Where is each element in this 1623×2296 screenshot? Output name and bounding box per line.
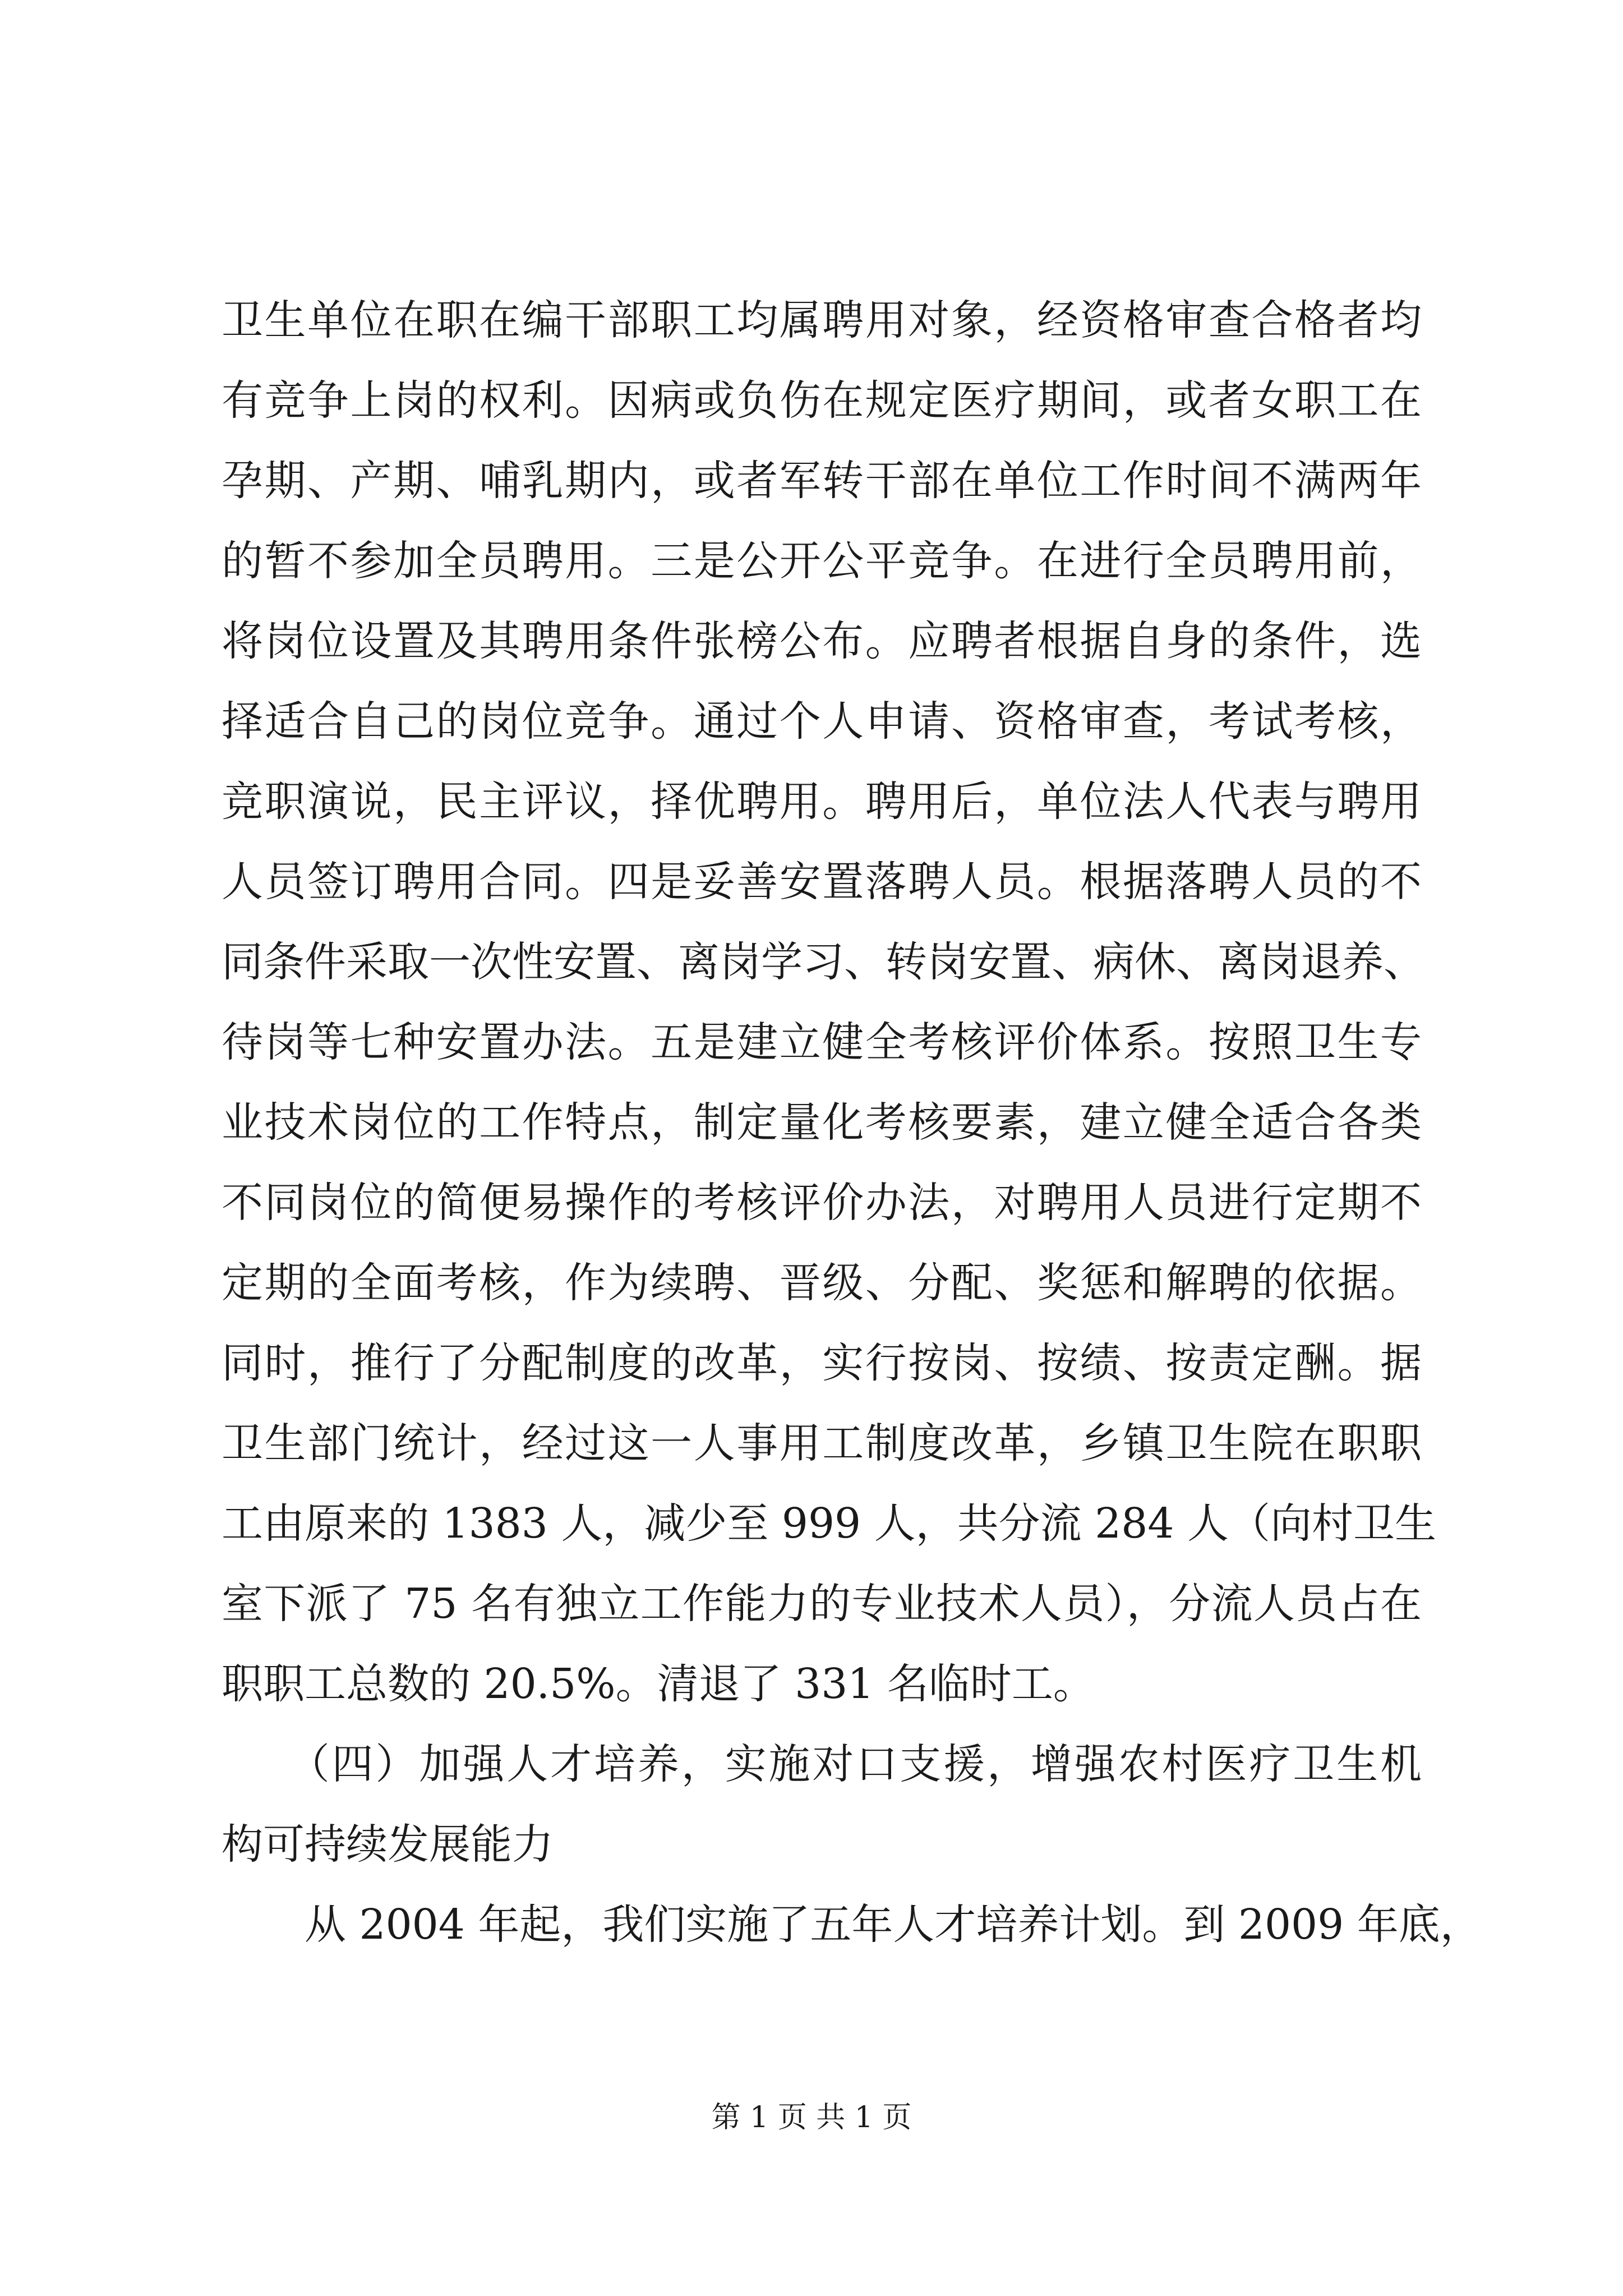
text-line: 同条件采取一次性安置、离岗学习、转岗安置、病休、离岗退养、 [222,938,1425,986]
text-line: 同时，推行了分配制度的改革，实行按岗、按绩、按责定酬。据 [222,1339,1422,1387]
text-line: 卫生部门统计，经过这一人事用工制度改革，乡镇卫生院在职职 [222,1419,1422,1467]
text-line: 室下派了 75 名有独立工作能力的专业技术人员），分流人员占在 [222,1580,1422,1628]
text-line: 卫生单位在职在编干部职工均属聘用对象，经资格审查合格者均 [222,296,1422,344]
text-line: 工由原来的 1383 人，减少至 999 人，共分流 284 人（向村卫生 [222,1499,1436,1548]
text-line: 从 2004 年起，我们实施了五年人才培养计划。到 2009 年底， [222,1901,1482,1949]
text-line: 择适合自己的岗位竞争。通过个人申请、资格审查，考试考核， [222,697,1422,746]
text-line: 的暂不参加全员聘用。三是公开公平竞争。在进行全员聘用前， [222,537,1422,585]
section-heading-line: 构可持续发展能力 [222,1820,554,1869]
text-line: 有竞争上岗的权利。因病或负伤在规定医疗期间，或者女职工在 [222,376,1422,425]
text-line: 不同岗位的简便易操作的考核评价办法，对聘用人员进行定期不 [222,1179,1422,1227]
text-line: 职职工总数的 20.5%。清退了 331 名临时工。 [222,1660,1095,1708]
text-line: 孕期、产期、哺乳期内，或者军转干部在单位工作时间不满两年 [222,457,1422,505]
body-text [222,280,1482,1965]
text-line: 将岗位设置及其聘用条件张榜公布。应聘者根据自身的条件，选 [222,617,1422,665]
text-line: 人员签订聘用合同。四是妥善安置落聘人员。根据落聘人员的不 [222,858,1422,906]
text-line: 竞职演说，民主评议，择优聘用。聘用后，单位法人代表与聘用 [222,777,1422,826]
text-line: 业技术岗位的工作特点，制定量化考核要素，建立健全适合各类 [222,1098,1422,1147]
text-line: 待岗等七种安置办法。五是建立健全考核评价体系。按照卫生专 [222,1018,1422,1066]
text-line: 定期的全面考核，作为续聘、晋级、分配、奖惩和解聘的依据。 [222,1259,1422,1307]
section-heading-line: （四）加强人才培养，实施对口支援，增强农村医疗卫生机 [222,1740,1422,1788]
page-footer: 第 1 页 共 1 页 [711,2101,912,2134]
